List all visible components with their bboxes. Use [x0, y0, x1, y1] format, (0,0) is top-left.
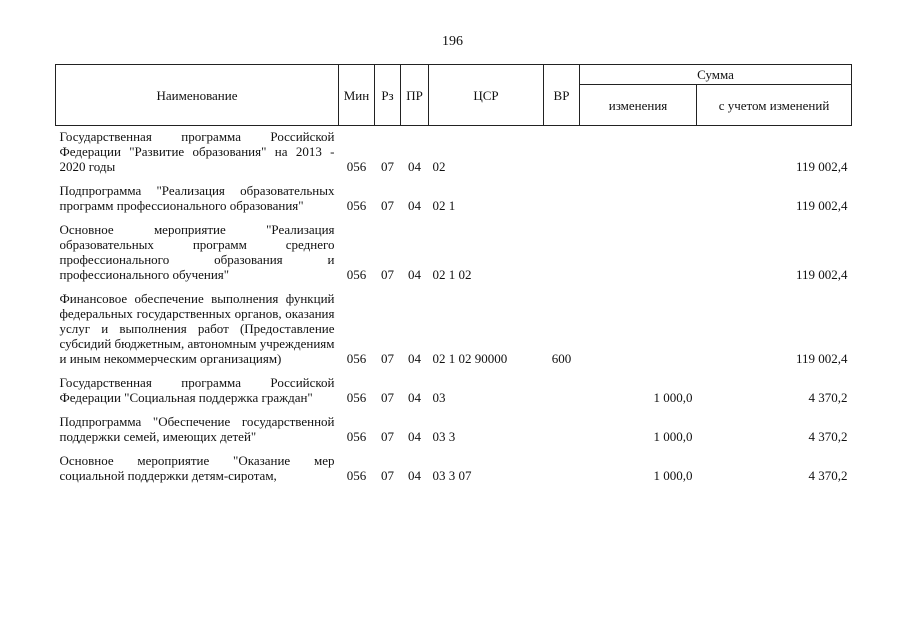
cell-name: Подпрограмма "Обеспечение государственной поддержки семей, имеющих детей"	[59, 414, 335, 444]
cell-changes: 1 000,0	[653, 429, 693, 444]
cell-changes	[580, 288, 697, 372]
cell-name: Основное мероприятие "Реализация образовательных программ среднего профессионального образования и профессионального обучения"	[59, 222, 335, 282]
table-body	[56, 126, 852, 490]
cell-vr	[544, 411, 580, 450]
cell-total: 119 002,4	[795, 198, 848, 213]
table-row	[56, 411, 852, 450]
cell-min: 056	[346, 267, 367, 282]
cell-pr: 04	[408, 468, 421, 483]
cell-min: 056	[346, 159, 367, 174]
header-min: Мин	[339, 65, 375, 126]
cell-rz: 07	[381, 267, 394, 282]
cell-rz: 07	[381, 198, 394, 213]
header-sum: Сумма	[580, 65, 852, 85]
cell-changes	[580, 180, 697, 219]
budget-table	[55, 64, 852, 489]
table-row	[56, 180, 852, 219]
cell-vr: 600	[551, 351, 572, 366]
table-header	[56, 65, 852, 126]
cell-vr	[544, 126, 580, 181]
cell-name: Подпрограмма "Реализация образовательных программ профессионального образования"	[59, 183, 335, 213]
cell-vr	[544, 450, 580, 489]
cell-rz: 07	[381, 390, 394, 405]
cell-name: Основное мероприятие "Оказание мер социальной поддержки детям-сиротам,	[59, 453, 335, 483]
cell-vr	[544, 180, 580, 219]
cell-rz: 07	[381, 429, 394, 444]
cell-changes: 1 000,0	[653, 390, 693, 405]
cell-name: Государственная программа Российской Федерации "Развитие образования" на 2013 - 2020 годы	[59, 129, 335, 174]
cell-name: Финансовое обеспечение выполнения функций федеральных государственных органов, оказания услуг и выполнения работ (Предоставление субсидий бюджетным, автономным учреждениям и иным некоммерческим организациям)	[59, 291, 335, 366]
cell-total: 4 370,2	[808, 468, 848, 483]
cell-min: 056	[346, 429, 367, 444]
cell-csr: 03	[432, 390, 446, 405]
cell-csr: 02 1	[432, 198, 456, 213]
cell-total: 119 002,4	[795, 159, 848, 174]
cell-min: 056	[346, 468, 367, 483]
cell-rz: 07	[381, 159, 394, 174]
header-csr: ЦСР	[429, 65, 544, 126]
cell-min: 056	[346, 198, 367, 213]
table-row	[56, 450, 852, 489]
header-vr: ВР	[544, 65, 580, 126]
cell-pr: 04	[408, 159, 421, 174]
cell-pr: 04	[408, 198, 421, 213]
table-row	[56, 372, 852, 411]
cell-pr: 04	[408, 267, 421, 282]
cell-total: 119 002,4	[795, 267, 848, 282]
table-row	[56, 288, 852, 372]
cell-rz: 07	[381, 351, 394, 366]
header-changes: изменения	[580, 85, 697, 126]
cell-total: 4 370,2	[808, 390, 848, 405]
header-with-changes: с учетом изменений	[697, 85, 852, 126]
cell-changes	[580, 126, 697, 181]
cell-csr: 02 1 02 90000	[432, 351, 508, 366]
cell-min: 056	[346, 390, 367, 405]
cell-csr: 03 3	[432, 429, 456, 444]
cell-min: 056	[346, 351, 367, 366]
header-rz: Рз	[375, 65, 401, 126]
cell-csr: 03 3 07	[432, 468, 472, 483]
page-number: 196	[442, 34, 463, 49]
table-row	[56, 126, 852, 181]
cell-pr: 04	[408, 351, 421, 366]
cell-pr: 04	[408, 429, 421, 444]
cell-vr	[544, 372, 580, 411]
cell-pr: 04	[408, 390, 421, 405]
cell-csr: 02 1 02	[432, 267, 472, 282]
header-name: Наименование	[56, 65, 339, 126]
cell-total: 119 002,4	[795, 351, 848, 366]
header-pr: ПР	[401, 65, 429, 126]
cell-total: 4 370,2	[808, 429, 848, 444]
table-row	[56, 219, 852, 288]
cell-name: Государственная программа Российской Федерации "Социальная поддержка граждан"	[59, 375, 335, 405]
cell-rz: 07	[381, 468, 394, 483]
cell-csr: 02	[432, 159, 446, 174]
cell-vr	[544, 219, 580, 288]
cell-changes	[580, 219, 697, 288]
cell-changes: 1 000,0	[653, 468, 693, 483]
